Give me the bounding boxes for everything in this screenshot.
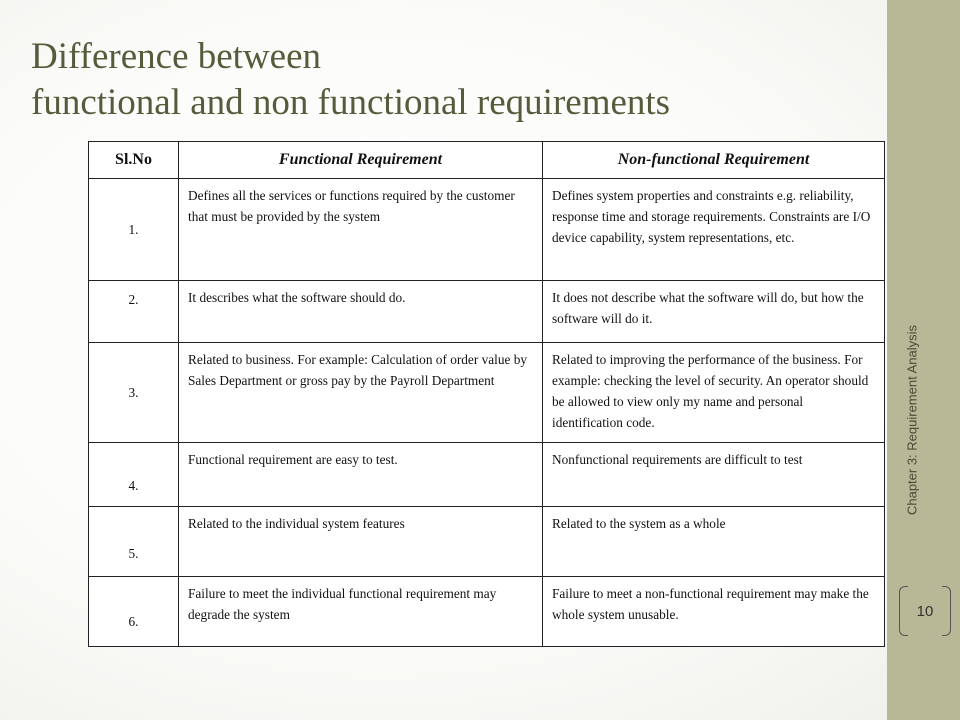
page-number-badge bbox=[899, 586, 951, 636]
table-header-row bbox=[89, 142, 885, 179]
row-non-functional: It does not describe what the software will do, but how the software will do it. bbox=[543, 281, 885, 343]
row-functional: Related to the individual system features bbox=[179, 507, 543, 577]
table-row bbox=[89, 577, 885, 647]
slide-title bbox=[31, 34, 881, 126]
header-sl-no: Sl.No bbox=[89, 142, 179, 179]
row-non-functional: Defines system properties and constraints e.g. reliability, response time and storage requirements. Constraints are I/O device capability, system representations, etc. bbox=[543, 179, 885, 281]
page-number: 10 bbox=[916, 602, 934, 620]
table-row bbox=[89, 507, 885, 577]
row-non-functional: Related to the system as a whole bbox=[543, 507, 885, 577]
row-sl-no: 5. bbox=[89, 507, 179, 577]
slide-title-line-1: Difference between bbox=[31, 36, 322, 77]
row-functional: Failure to meet the individual functional requirement may degrade the system bbox=[179, 577, 543, 647]
row-sl-no: 1. bbox=[89, 179, 179, 281]
row-sl-no: 4. bbox=[89, 443, 179, 507]
requirements-table bbox=[88, 141, 885, 647]
header-functional: Functional Requirement bbox=[179, 142, 543, 179]
row-non-functional: Nonfunctional requirements are difficult to test bbox=[543, 443, 885, 507]
row-functional: Defines all the services or functions required by the customer that must be provided by the system bbox=[179, 179, 543, 281]
row-sl-no: 3. bbox=[89, 343, 179, 443]
right-bracket-icon bbox=[942, 586, 951, 636]
table-row bbox=[89, 281, 885, 343]
table-row bbox=[89, 179, 885, 281]
table-row bbox=[89, 443, 885, 507]
table-row bbox=[89, 343, 885, 443]
row-non-functional: Related to improving the performance of the business. For example: checking the level of security. An operator should be allowed to view only my name and personal identification code. bbox=[543, 343, 885, 443]
row-functional: It describes what the software should do. bbox=[179, 281, 543, 343]
row-sl-no: 2. bbox=[89, 281, 179, 343]
row-sl-no: 6. bbox=[89, 577, 179, 647]
left-bracket-icon bbox=[899, 586, 908, 636]
slide-title-line-2: functional and non functional requirements bbox=[31, 82, 671, 123]
row-non-functional: Failure to meet a non-functional requirement may make the whole system unusable. bbox=[543, 577, 885, 647]
chapter-caption: Chapter 3: Requirement Analysis bbox=[904, 324, 920, 516]
header-non-functional: Non-functional Requirement bbox=[543, 142, 885, 179]
row-functional: Related to business. For example: Calculation of order value by Sales Department or gross pay by the Payroll Department bbox=[179, 343, 543, 443]
row-functional: Functional requirement are easy to test. bbox=[179, 443, 543, 507]
